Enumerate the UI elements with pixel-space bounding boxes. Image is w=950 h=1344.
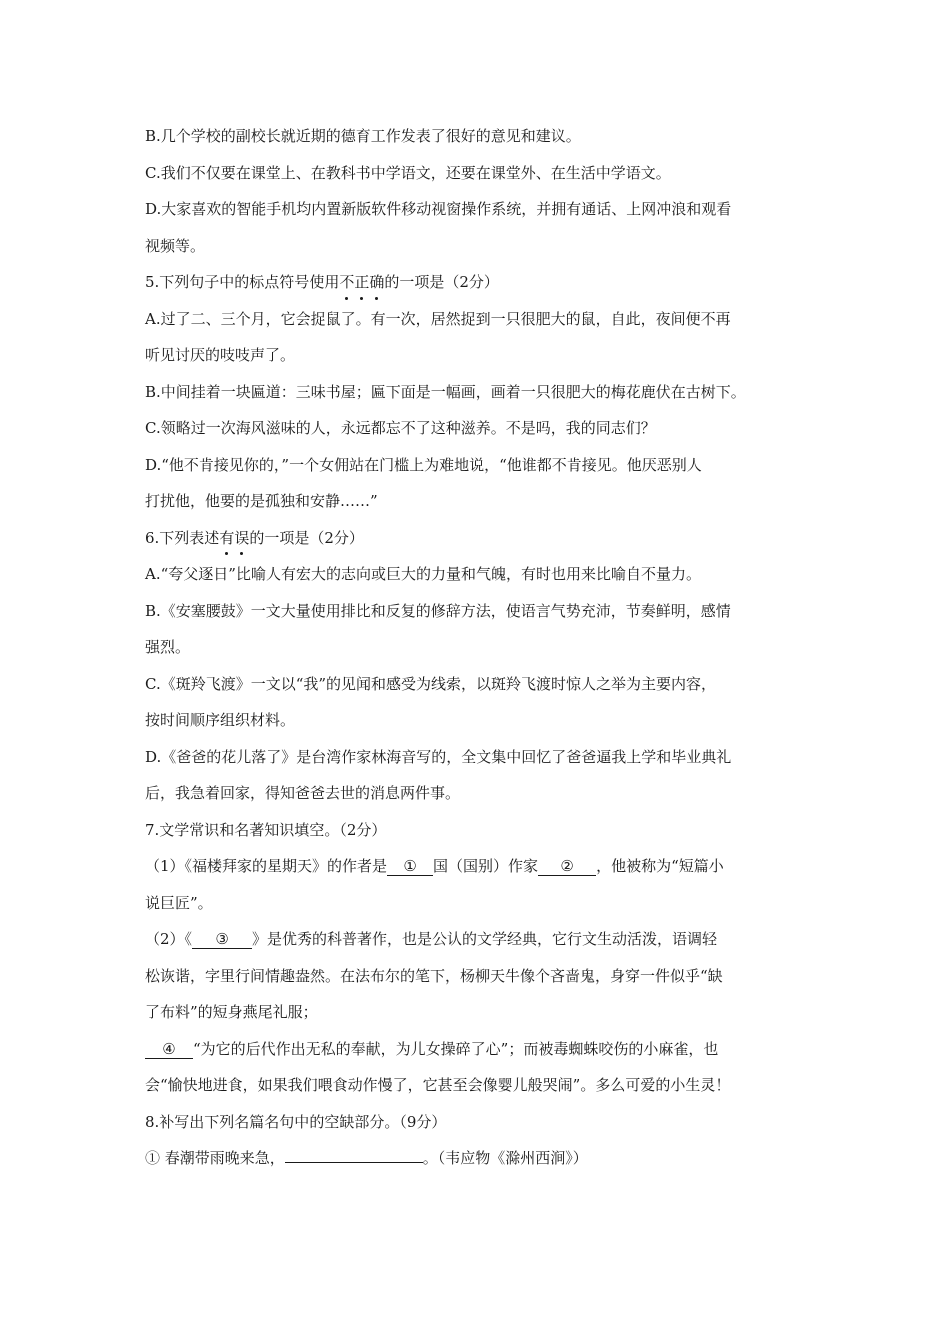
question-6-stem	[145, 520, 825, 557]
q6-option-c-line1: C.《斑羚飞渡》一文以“我”的见闻和感受为线索，以斑羚飞渡时惊人之举为主要内容，	[145, 674, 717, 693]
q8-item-1	[145, 1140, 825, 1177]
q7-part2-line2: 松诙谐，字里行间情趣盎然。在法布尔的笔下，杨柳天牛像个吝啬鬼，身穿一件似乎“缺	[145, 966, 723, 985]
q5-option-d-line2: 打扰他，他要的是孤独和安静……”	[145, 492, 378, 510]
q7-text: 》是优秀的科普著作，也是公认的文学经典，它行文生动活泼，语调轻	[252, 930, 718, 948]
q7-part1-line1	[145, 848, 825, 885]
q5-option-a-line1: A.过了二、三个月，它会捉鼠了。有一次，居然捉到一只很肥大的鼠，自此，夜间便不再	[145, 309, 731, 328]
emphasis-char: 误	[234, 520, 249, 557]
answer-blank-1[interactable]: ①	[387, 857, 433, 876]
q7-text: “为它的后代作出无私的奉献，为儿女操碎了心”；而被毒蜘蛛咬伤的小麻雀，也	[193, 1039, 719, 1058]
q6-option-d-line2: 后，我急着回家，得知爸爸去世的消息两件事。	[145, 784, 461, 802]
answer-blank-3[interactable]: ③	[192, 930, 252, 949]
q5-option-c: C.领略过一次海风滋味的人，永远都忘不了这种滋养。不是吗，我的同志们？	[145, 419, 656, 437]
answer-blank-2[interactable]: ②	[538, 857, 596, 876]
q7-part2-line4	[145, 1031, 825, 1068]
q6-option-c-line2: 按时间顺序组织材料。	[145, 711, 296, 729]
answer-blank-4[interactable]: ④	[145, 1040, 193, 1059]
q7-text: （2）《	[145, 930, 193, 948]
exam-page	[145, 118, 825, 1177]
q4-option-d-line2: 视频等。	[145, 236, 206, 255]
q6-option-a: A.“夸父逐日”比喻人有宏大的志向或巨大的力量和气魄，有时也用来比喻自不量力。	[145, 565, 701, 583]
q5-stem-text: 5.下列句子中的标点符号使用	[145, 273, 340, 291]
question-7-stem: 7.文学常识和名著知识填空。（2分）	[145, 820, 387, 839]
emphasis-char: 正	[354, 264, 369, 301]
q8-text: 。（韦应物《滁州西涧》）	[422, 1149, 588, 1167]
q5-option-d-line1: D.“他不肯接见你的，”一个女佣站在门槛上为难地说，“他谁都不肯接见。他厌恶别人	[145, 455, 702, 474]
q4-option-b: B.几个学校的副校长就近期的德育工作发表了很好的意见和建议。	[145, 127, 581, 145]
q7-part1-line2: 说巨匠”。	[145, 893, 213, 912]
q7-part2-line3: 了布料”的短身燕尾礼服；	[145, 1003, 318, 1021]
question-5-stem	[145, 264, 825, 301]
q4-option-c: C.我们不仅要在课堂上、在教科书中学语文，还要在课堂外、在生活中学语文。	[145, 163, 671, 182]
q7-part2-line1	[145, 921, 825, 958]
q7-text: （1）《福楼拜家的星期天》的作者是	[145, 857, 388, 875]
q6-stem-text: 的一项是（2分）	[249, 528, 364, 547]
q6-option-d-line1: D.《爸爸的花儿落了》是台湾作家林海音写的，全文集中回忆了爸爸逼我上学和毕业典礼	[145, 747, 732, 766]
question-8-stem: 8.补写出下列名篇名句中的空缺部分。（9分）	[145, 1112, 447, 1131]
emphasis-char: 有	[219, 520, 234, 557]
q4-option-d-line1: D.大家喜欢的智能手机均内置新版软件移动视窗操作系统，并拥有通话、上网冲浪和观看	[145, 200, 732, 218]
q7-text: ，他被称为“短篇小	[596, 857, 724, 875]
q7-part2-line5: 会“愉快地进食，如果我们喂食动作慢了，它甚至会像婴儿般哭闹”。多么可爱的小生灵！	[145, 1076, 731, 1094]
q5-stem-text: 的一项是（2分）	[384, 273, 499, 291]
q5-option-b: B.中间挂着一块匾道：三味书屋；匾下面是一幅画，画着一只很肥大的梅花鹿伏在古树下。	[145, 382, 746, 401]
q6-stem-text: 6.下列表述	[145, 528, 220, 547]
q7-text: 国（国别）作家	[433, 857, 539, 875]
q8-text: ① 春潮带雨晚来急，	[145, 1149, 285, 1167]
q5-option-a-line2: 听见讨厌的吱吱声了。	[145, 346, 296, 364]
q6-option-b-line1: B.《安塞腰鼓》一文大量使用排比和反复的修辞方法，使语言气势充沛，节奏鲜明，感情	[145, 601, 731, 620]
answer-blank-q8-1[interactable]	[285, 1162, 423, 1163]
emphasis-char: 确	[369, 264, 384, 301]
q6-option-b-line2: 强烈。	[145, 638, 191, 656]
emphasis-char: 不	[339, 264, 354, 301]
